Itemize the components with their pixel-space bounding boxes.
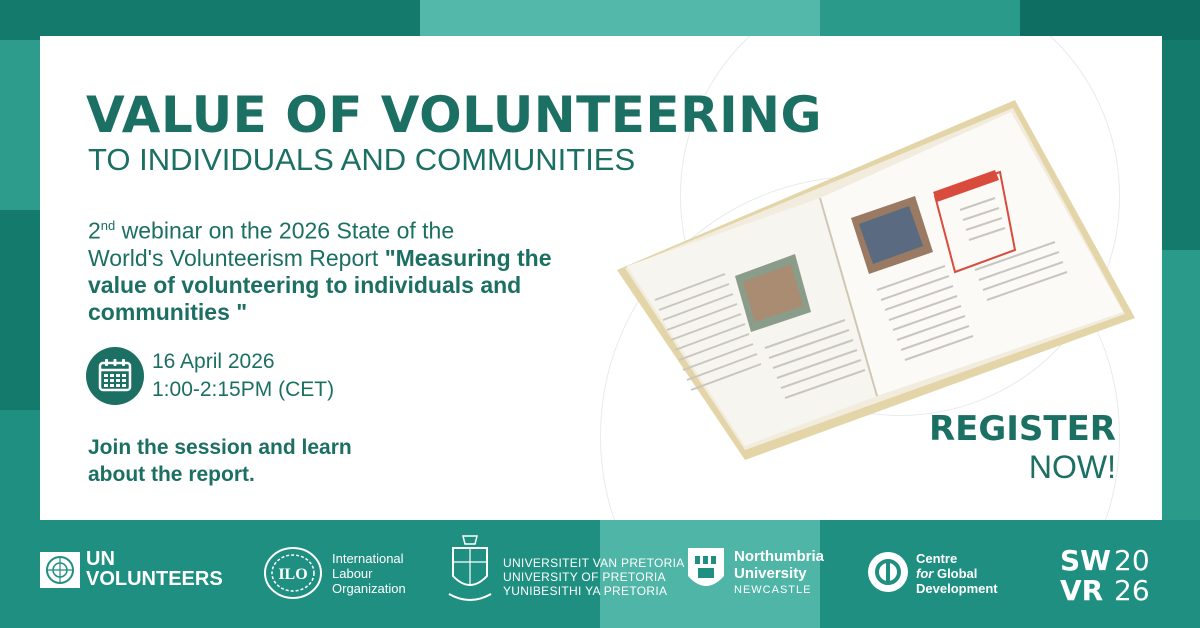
register-now-cta[interactable] <box>929 410 1116 486</box>
university-of-pretoria-logo <box>445 532 685 608</box>
un-volunteers-logo <box>40 550 240 590</box>
ordinal-number: 2 <box>88 217 101 244</box>
ilo-line3: Organization <box>332 581 406 596</box>
background-block <box>1160 250 1200 520</box>
pretoria-crest-icon <box>445 532 495 608</box>
swvr-20: 20 <box>1114 544 1150 577</box>
ilo-line2: Labour <box>332 566 373 581</box>
cgd-global: Global <box>933 566 978 581</box>
centre-for-global-development-logo <box>866 550 1016 600</box>
un-label: UN <box>86 548 115 570</box>
pretoria-line2: UNIVERSITY OF PRETORIA <box>503 570 666 584</box>
cgd-line2 <box>916 566 977 581</box>
event-time: 1:00-2:15PM (CET) <box>152 378 335 401</box>
background-block <box>1020 0 1200 40</box>
northumbria-university-logo <box>686 546 846 602</box>
calendar-icon <box>86 347 144 405</box>
cgd-globe-icon <box>866 550 910 594</box>
background-block <box>420 0 820 40</box>
ilo-logo <box>262 545 422 601</box>
cgd-for: for <box>916 566 934 581</box>
northumbria-line3: NEWCASTLE <box>734 584 812 596</box>
swvr-vr: VR <box>1060 574 1104 607</box>
volunteers-label: VOLUNTEERS <box>86 568 223 590</box>
background-block <box>0 40 40 210</box>
background-block <box>1160 40 1200 250</box>
now-label: NOW! <box>1028 449 1116 485</box>
register-label: REGISTER <box>928 409 1116 449</box>
swvr-2026-logo <box>1060 546 1170 608</box>
cgd-line3: Development <box>916 581 998 596</box>
content-panel <box>40 36 1162 520</box>
ordinal-suffix: nd <box>100 218 116 233</box>
event-date: 16 April 2026 <box>152 350 275 373</box>
un-emblem-icon <box>40 552 80 588</box>
pretoria-line3: YUNIBESITHI YA PRETORIA <box>503 584 668 598</box>
call-to-action-text: Join the session and learn about the report. <box>88 436 352 486</box>
cgd-line1: Centre <box>916 551 958 566</box>
ilo-line1: International <box>332 551 404 566</box>
ilo-emblem-icon <box>262 545 324 601</box>
background-block <box>0 0 420 40</box>
northumbria-line2: University <box>734 565 807 582</box>
headline-subtitle: TO INDIVIDUALS AND COMMUNITIES <box>88 142 636 177</box>
webinar-description <box>88 212 558 326</box>
report-title: "Measuring the value of volunteering to individuals and communities " <box>88 244 552 325</box>
swvr-26: 26 <box>1114 574 1150 607</box>
report-book-illustration <box>615 100 1135 460</box>
pretoria-line1: UNIVERSITEIT VAN PRETORIA <box>503 556 685 570</box>
ilo-emblem-text: ILO <box>278 566 308 583</box>
headline-title: VALUE OF VOLUNTEERING <box>86 86 823 144</box>
swvr-sw: SW <box>1060 544 1112 577</box>
description-intro: webinar on the 2026 State of the <box>115 217 455 244</box>
description-report-prefix: World's Volunteerism Report <box>88 244 385 271</box>
northumbria-line1: Northumbria <box>734 548 824 565</box>
northumbria-shield-icon <box>686 546 726 598</box>
background-block <box>0 210 40 410</box>
